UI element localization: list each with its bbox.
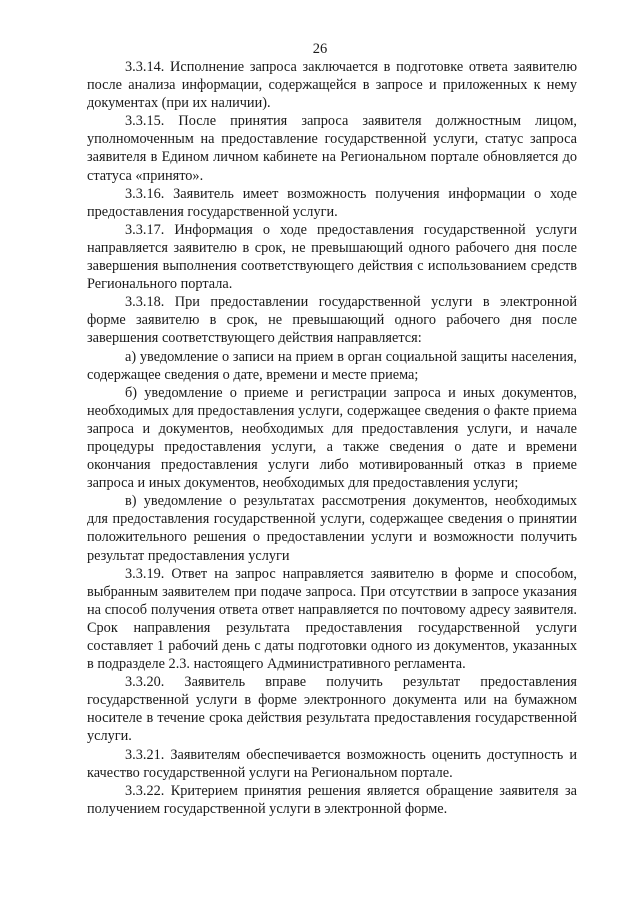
paragraph-3-3-20: 3.3.20. Заявитель вправе получить результат предоставления государственной услуги в форме электронного документа или на бумажном носителе в течение срока действия результата предоставления государственной услуги. xyxy=(87,674,577,745)
paragraph-3-3-21: 3.3.21. Заявителям обеспечивается возможность оценить доступность и качество государственной услуги на Региональном портале. xyxy=(87,746,577,781)
document-body xyxy=(87,58,577,818)
list-item-v: в) уведомление о результатах рассмотрения документов, необходимых для предоставления государственной услуги, содержащее сведения о принятии положительного решения о предоставлении услуги и возможности получить результат предоставления услуги xyxy=(87,493,577,564)
paragraph-3-3-22: 3.3.22. Критерием принятия решения является обращение заявителя за получением государственной услуги в электронной форме. xyxy=(87,782,577,817)
page-number: 26 xyxy=(312,41,328,57)
paragraph-3-3-14: 3.3.14. Исполнение запроса заключается в подготовке ответа заявителю после анализа информации, содержащейся в запросе и приложенных к нему документах (при их наличии). xyxy=(87,59,577,112)
list-item-a: а) уведомление о записи на прием в орган социальной защиты населения, содержащее сведения о дате, времени и месте приема; xyxy=(87,348,577,383)
paragraph-3-3-15: 3.3.15. После принятия запроса заявителя должностным лицом, уполномоченным на предоставление государственной услуги, статус запроса заявителя в Едином личном кабинете на Региональном портале обновляется до статуса «принято». xyxy=(87,113,577,184)
list-item-b: б) уведомление о приеме и регистрации запроса и иных документов, необходимых для предоставления услуги, содержащее сведения о факте приема запроса и документов, необходимых для предоставления услуги, и начале процедуры предоставления услуги, а также сведения о дате и времени окончания предоставления услуги либо мотивированный отказ в приеме запроса и иных документов, необходимых для предоставления услуги; xyxy=(87,384,577,492)
paragraph-3-3-18: 3.3.18. При предоставлении государственной услуги в электронной форме заявителю в срок, не превышающий одного рабочего дня после завершения соответствующего действия направляется: xyxy=(87,294,577,347)
paragraph-3-3-19: 3.3.19. Ответ на запрос направляется заявителю в форме и способом, выбранным заявителем при подаче запроса. При отсутствии в запросе указания на способ получения ответа ответ направляется по почтовому адресу заявителя. Срок направления результата предоставления государственной услуги составляет 1 рабочий день с даты подготовки одного из документов, указанных в подразделе 2.3. настоящего Административного регламента. xyxy=(87,565,577,673)
paragraph-3-3-17: 3.3.17. Информация о ходе предоставления государственной услуги направляется заявителю в срок, не превышающий одного рабочего дня после завершения выполнения соответствующего действия с использованием средств Регионального портала. xyxy=(87,221,577,293)
paragraph-3-3-16: 3.3.16. Заявитель имеет возможность получения информации о ходе предоставления государственной услуги. xyxy=(87,185,577,220)
